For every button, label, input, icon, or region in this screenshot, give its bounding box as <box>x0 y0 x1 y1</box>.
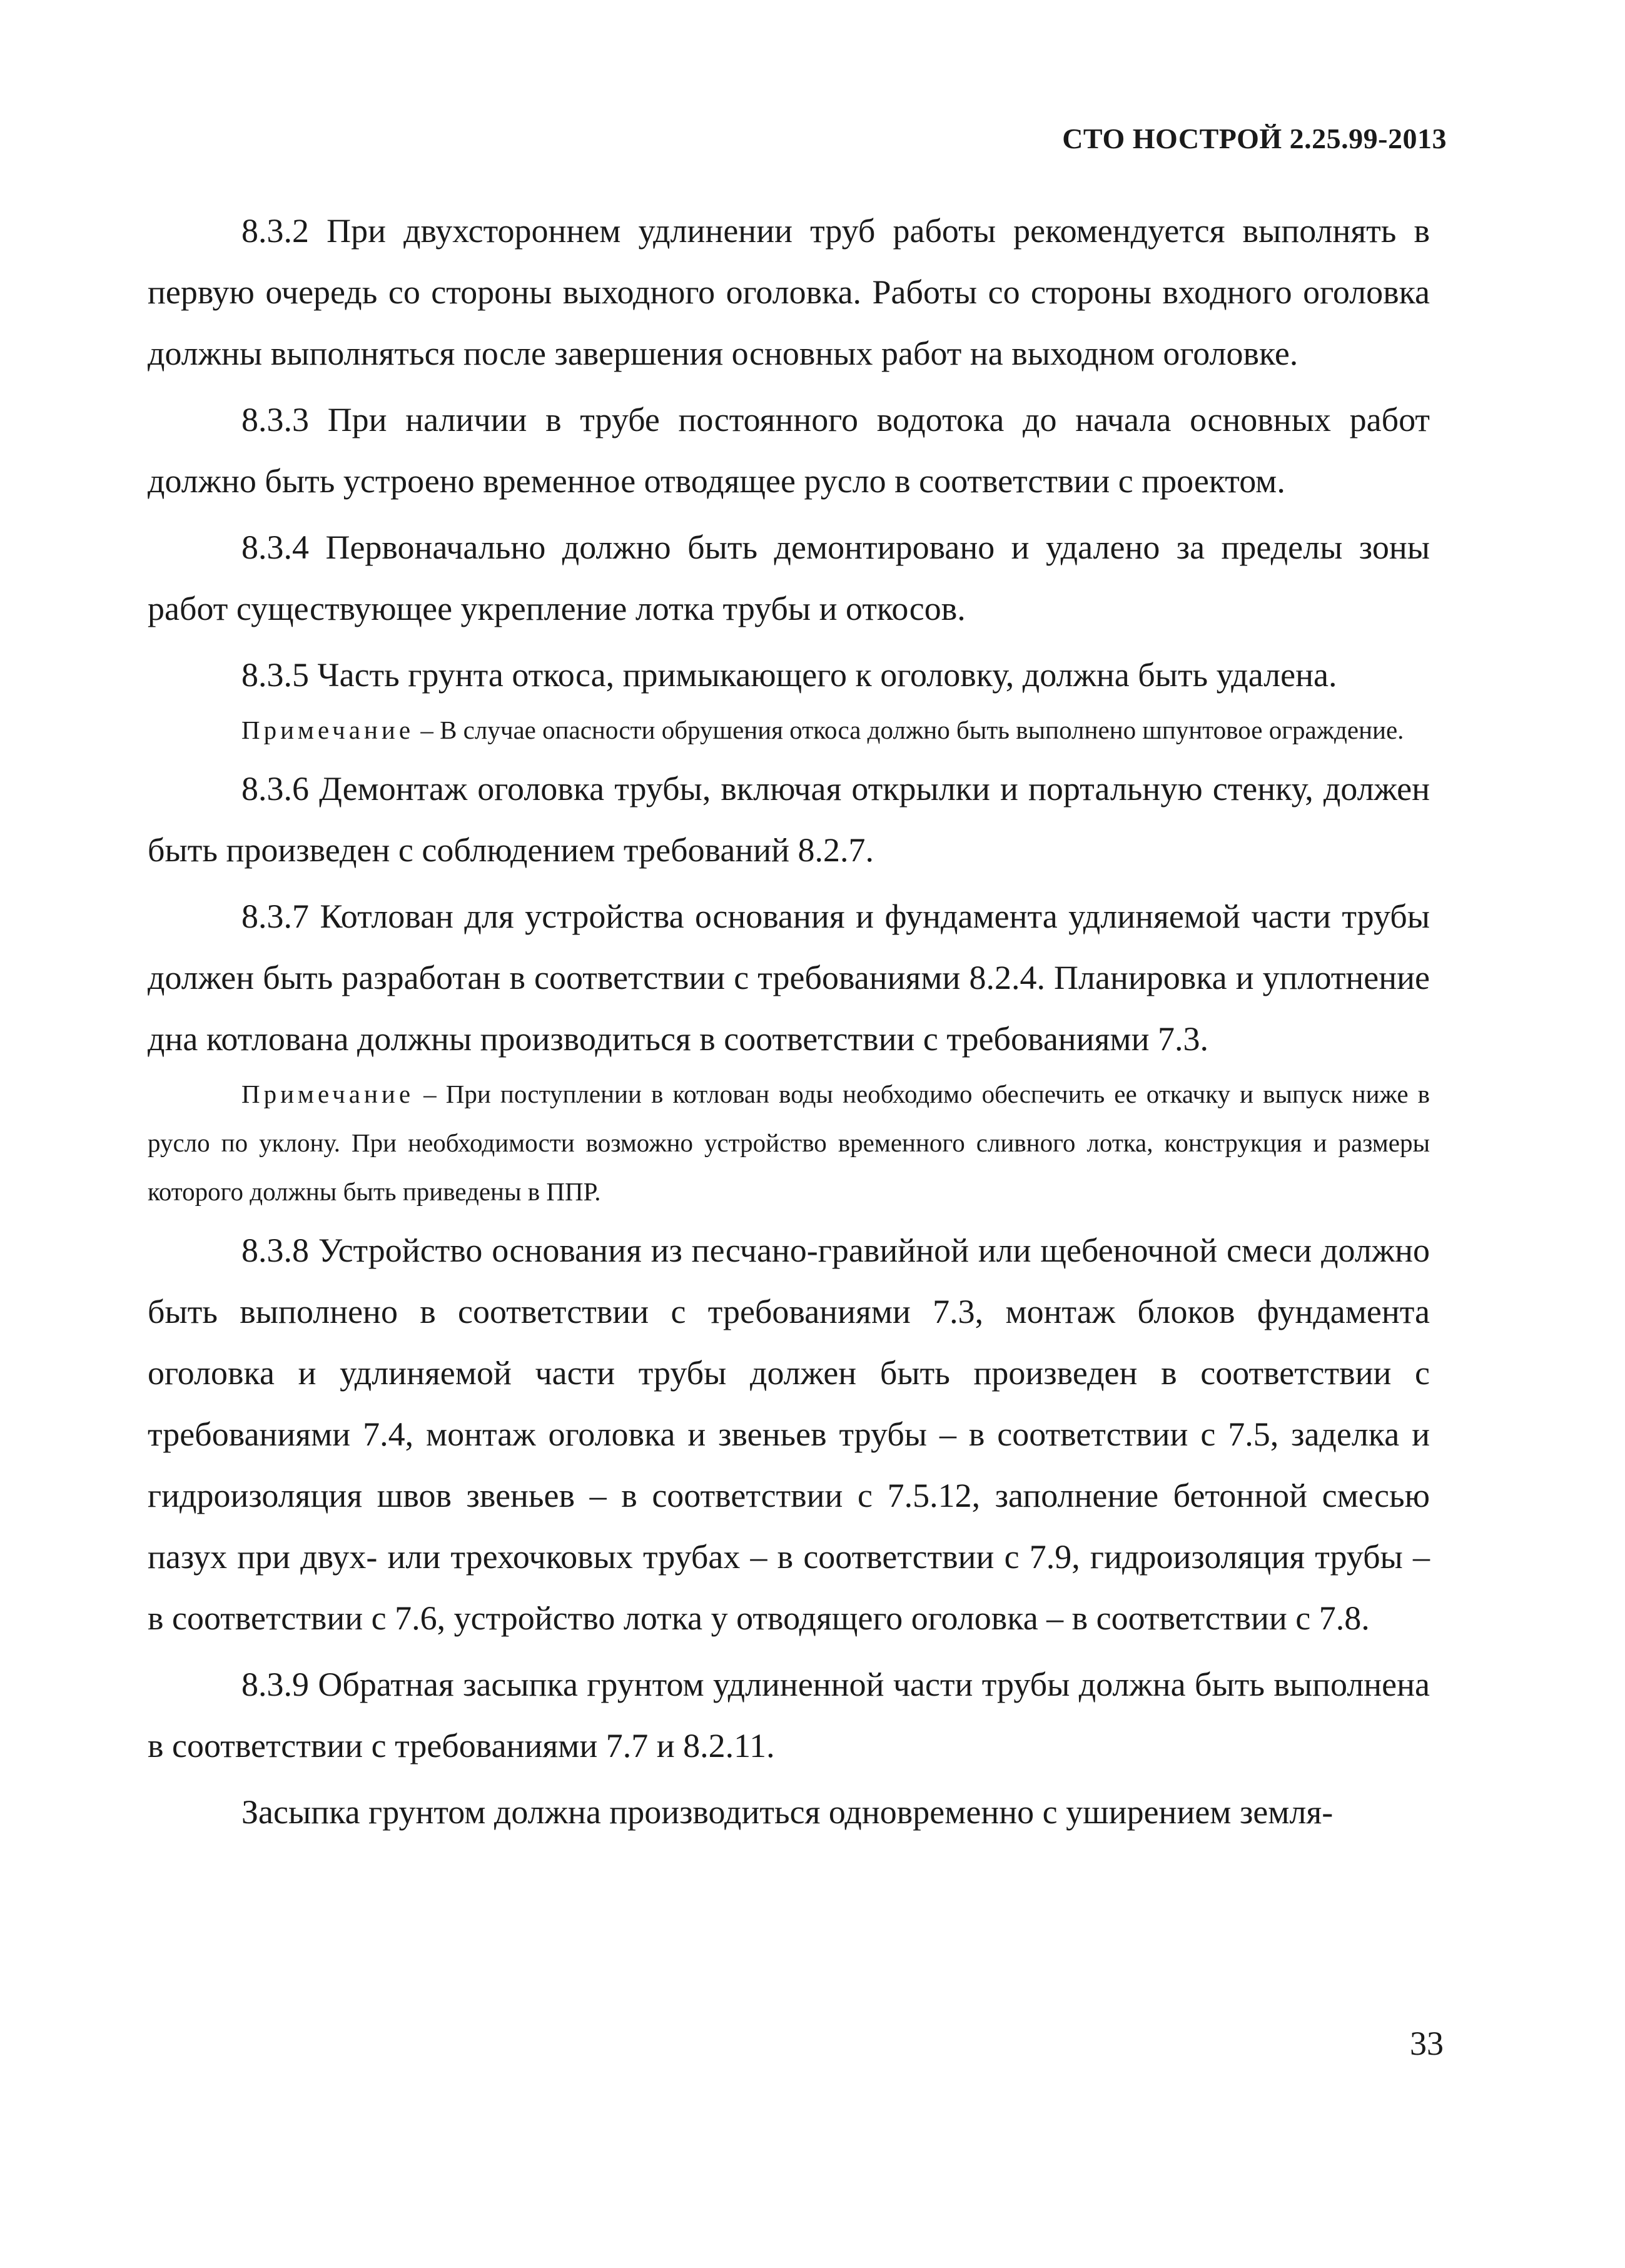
page-content <box>148 200 1430 1843</box>
paragraph-8-3-4: 8.3.4 Первоначально должно быть демонтировано и удалено за пределы зоны работ существующее укрепление лотка трубы и откосов. <box>148 529 1430 627</box>
paragraph-backfill: Засыпка грунтом должна производиться одновременно с уширением земля- <box>241 1793 1334 1831</box>
note-8-3-5 <box>148 706 1430 754</box>
note-label: Примечание <box>241 1080 415 1108</box>
paragraph-8-3-2: 8.3.2 При двухстороннем удлинении труб работы рекомендуется выполнять в первую очередь со стороны выходного оголовка. Работы со стороны входного оголовка должны выполняться после завершения основных работ на выходном оголовке. <box>148 212 1430 372</box>
note-text: – В случае опасности обрушения откоса должно быть выполнено шпунтовое ограждение. <box>414 716 1404 744</box>
paragraph-8-3-3: 8.3.3 При наличии в трубе постоянного водотока до начала основных работ должно быть устроено временное отводящее русло в соответствии с проектом. <box>148 401 1430 500</box>
note-8-3-7 <box>148 1070 1430 1216</box>
document-code-header: СТО НОСТРОЙ 2.25.99-2013 <box>1062 123 1447 154</box>
paragraph-8-3-5: 8.3.5 Часть грунта откоса, примыкающего к оголовку, должна быть удалена. <box>241 656 1337 694</box>
paragraph-8-3-8: 8.3.8 Устройство основания из песчано-гравийной или щебеночной смеси должно быть выполнено в соответствии с требованиями 7.3, монтаж блоков фундамента оголовка и удлиняемой части трубы должен быть произведен в соответствии с требованиями 7.4, монтаж оголовка и звеньев трубы – в соответствии с 7.5, заделка и гидроизоляция швов звеньев – в соответствии с 7.5.12, заполнение бетонной смесью пазух при двух- или трехочковых трубах – в соответствии с 7.9, гидроизоляция трубы – в соответствии с 7.6, устройство лотка у отводящего оголовка – в соответствии с 7.8. <box>148 1232 1430 1637</box>
paragraph-8-3-7: 8.3.7 Котлован для устройства основания и фундамента удлиняемой части трубы должен быть разработан в соответствии с требованиями 8.2.4. Планировка и уплотнение дна котлована должны производиться в соответствии с требованиями 7.3. <box>148 898 1430 1058</box>
paragraph-8-3-9: 8.3.9 Обратная засыпка грунтом удлиненной части трубы должна быть выполнена в соответствии с требованиями 7.7 и 8.2.11. <box>148 1666 1430 1764</box>
paragraph-8-3-6: 8.3.6 Демонтаж оголовка трубы, включая открылки и портальную стенку, должен быть произведен с соблюдением требований 8.2.7. <box>148 770 1430 869</box>
page-number: 33 <box>1410 2025 1444 2062</box>
note-label: Примечание <box>241 716 415 744</box>
note-text: – При поступлении в котлован воды необходимо обеспечить ее откачку и выпуск ниже в русло по уклону. При необходимости возможно устройство временного сливного лотка, конструкция и размеры которого должны быть приведены в ППР. <box>148 1080 1430 1206</box>
